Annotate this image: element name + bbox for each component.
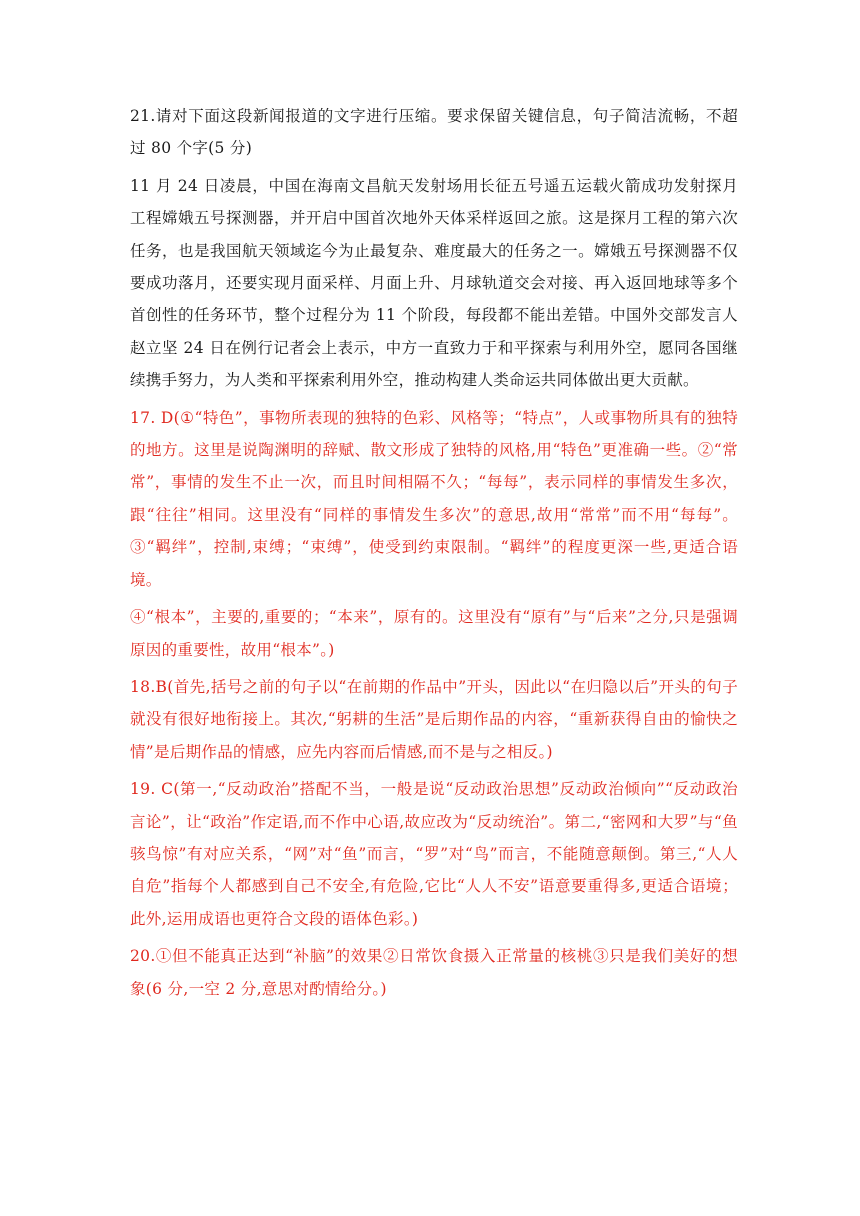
document-content: [130, 100, 738, 1010]
answer-17: 17. D(①“特色”，事物所表现的独特的色彩、风格等；“特点”，人或事物所具有的独特的地方。这里是说陶渊明的辞赋、散文形成了独特的风格,用“特色”更准确一些。②“常常”，事情的发生不止一次，而且时间相隔不久；“每每”，表示同样的事情发生多次，跟“往往”相同。这里没有“同样的事情发生多次”的意思,故用“常常”而不用“每每”。③“羁绊”，控制,束缚；“束缚”，使受到约束限制。“羁绊”的程度更深一些,更适合语境。: [130, 408, 738, 589]
news-passage: 11 月 24 日凌晨，中国在海南文昌航天发射场用长征五号遥五运载火箭成功发射探月工程嫦娥五号探测器，并开启中国首次地外天体采样返回之旅。这是探月工程的第六次任务，也是我国航天领域迄今为止最复杂、难度最大的任务之一。嫦娥五号探测器不仅要成功落月，还要实现月面采样、月面上升、月球轨道交会对接、再入返回地球等多个首创性的任务环节，整个过程分为 11 个阶段，每段都不能出差错。中国外交部发言人赵立坚 24 日在例行记者会上表示，中方一直致力于和平探索与利用外空，愿同各国继续携手努力，为人类和平探索利用外空，推动构建人类命运共同体做出更大贡献。: [130, 176, 738, 390]
answer-17-continued: ④“根本”，主要的,重要的；“本来”，原有的。这里没有“原有”与“后来”之分,只是强调原因的重要性，故用“根本”。): [130, 608, 738, 659]
answer-19: 19. C(第一,“反动政治”搭配不当，一般是说“反动政治思想”反动政治倾向”“反动政治言论”，让“政治”作定语,而不作中心语,故应改为“反动统治”。第二,“密网和大罗”与“鱼骇鸟惊”有对应关系，“网”对“鱼”而言，“罗”对“鸟”而言，不能随意颠倒。第三,“人人自危”指每个人都感到自己不安全,有危险,它比“人人不安”语意要重得多,更适合语境；此外,运用成语也更符合文段的语体色彩。): [130, 780, 738, 928]
answer-20: 20.①但不能真正达到“补脑”的效果②日常饮食摄入正常量的核桃③只是我们美好的想象(6 分,一空 2 分,意思对酌情给分。): [130, 947, 738, 998]
question-21: 21.请对下面这段新闻报道的文字进行压缩。要求保留关键信息，句子简洁流畅，不超过 80 个字(5 分): [130, 107, 738, 158]
answer-18: 18.B(首先,括号之前的句子以“在前期的作品中”开头，因此以“在归隐以后”开头的句子就没有很好地衔接上。其次,“躬耕的生活”是后期作品的内容，“重新获得自由的愉快之情”是后期作品的情感，应先内容而后情感,而不是与之相反。): [130, 677, 738, 761]
